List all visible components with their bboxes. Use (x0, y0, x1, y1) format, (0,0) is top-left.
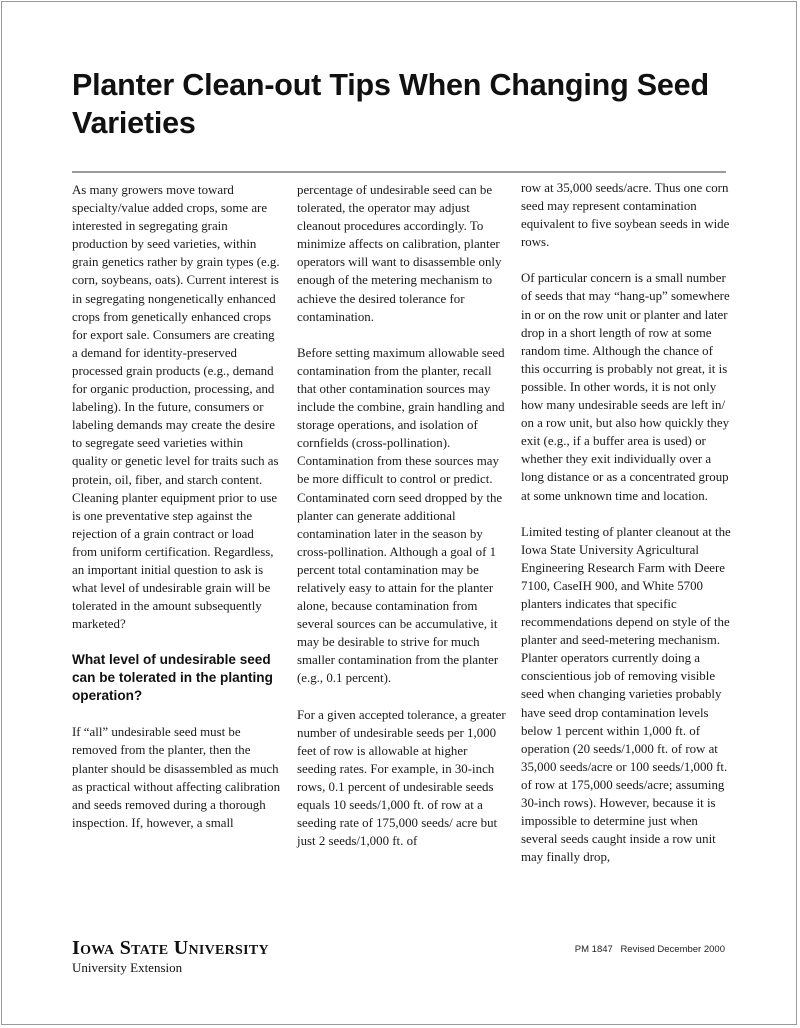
revision-date: Revised December 2000 (620, 944, 725, 955)
col3-paragraph-3: Limited testing of planter cleanout at the Iowa State University Agricultural Engineering Research Farm with Deere 7100, CaseIH 900, and White 5700 planters indicates that specific recommendations depend on style of the planter and seed-metering mechanism. Planter operators currently doing a conscientious job of removing visible seed when changing varieties probably have seed drop contamination levels below 1 percent within 1,000 ft. of operation (20 seeds/1,000 ft. of row at 35,000 seeds/acre or 100 seeds/1,000 ft. of row at 175,000 seeds/acre; assuming 30-inch rows). However, because it is impossible to determine just when several seeds caught inside a row unit may finally drop, (521, 524, 731, 865)
col1-paragraph-1: As many growers move toward specialty/value added crops, some are interested in segregating grain production by seed varieties, within grain genetics rather by grain types (e.g. corn, soybeans, oats). Current interest is in segregating nongenetically enhanced crops from genetically enhanced crops for export sale. Consumers are creating a demand for identity-preserved processed grain products (e.g., demand for organic production, processing, and labeling). In the future, consumers or labeling demands may create the desire to segregate seed varieties within quality or genetic level for traits such as protein, oil, fiber, and starch content. Cleaning planter equipment prior to use is one preventative step against the rejection of a grain contract or load from uniform certification. Regardless, an important initial question to ask is what level of undesirable grain will be tolerated in the amount subsequently marketed? (72, 183, 280, 632)
col3-paragraph-1: row at 35,000 seeds/acre. Thus one corn seed may represent contamination equivalent to five soybean seeds in wide rows. (521, 181, 730, 250)
title-divider (72, 171, 726, 173)
column-2 (297, 181, 507, 850)
publication-info (575, 944, 725, 955)
col3-paragraph-2: Of particular concern is a small number of seeds that may “hang-up” somewhere in or on the row unit or planter and later drop in a short length of row at some random time. Although the chance of this occurring is probably not great, it is possible. In other words, it is not only how many undesirable seeds are left in/ on a row unit, but also how quickly they exit (e.g., if a buffer area is used) or whether they exit individually over a long distance or as a concentrated group at some unknown time and location. (521, 271, 730, 503)
document-title: Planter Clean-out Tips When Changing Seed Varieties (72, 68, 709, 140)
column-3 (521, 179, 731, 866)
university-name: Iowa State University (72, 937, 269, 959)
extension-name: University Extension (72, 960, 183, 975)
publication-number: PM 1847 (574, 944, 613, 955)
column-1 (72, 181, 282, 832)
col1-paragraph-2: If “all” undesirable seed must be removed from the planter, then the planter should be disassembled as much as practical without affecting calibration and seeds removed during a thorough inspection. If, however, a small (72, 725, 281, 830)
footer-logo (72, 937, 269, 976)
section-heading: What level of undesirable seed can be tolerated in the planting operation? (72, 652, 273, 704)
col2-paragraph-1: percentage of undesirable seed can be tolerated, the operator may adjust cleanout procedures accordingly. To minimize affects on calibration, planter operators will want to disassemble only enough of the metering mechanism to achieve the desired tolerance for contamination. (297, 183, 502, 324)
col2-paragraph-2: Before setting maximum allowable seed contamination from the planter, recall that other contamination sources may include the combine, grain handling and storage operations, and isolation of cornfields (cross-pollination). Contamination from these sources may be more difficult to control or predict. Contaminated corn seed dropped by the planter can generate additional contamination later in the season by cross-pollination. Although a goal of 1 percent total contamination may be relatively easy to attain for the planter alone, because contamination from several sources can be accumulative, it may be desirable to strive for much smaller contamination from the planter (e.g., 0.1 percent). (297, 345, 505, 686)
col2-paragraph-3: For a given accepted tolerance, a greater number of undesirable seeds per 1,000 feet of row is allowable at higher seeding rates. For example, in 30-inch rows, 0.1 percent of undesirable seeds equals 10 seeds/1,000 ft. of row at a seeding rate of 175,000 seeds/ acre but just 2 seeds/1,000 ft. of (297, 707, 506, 849)
